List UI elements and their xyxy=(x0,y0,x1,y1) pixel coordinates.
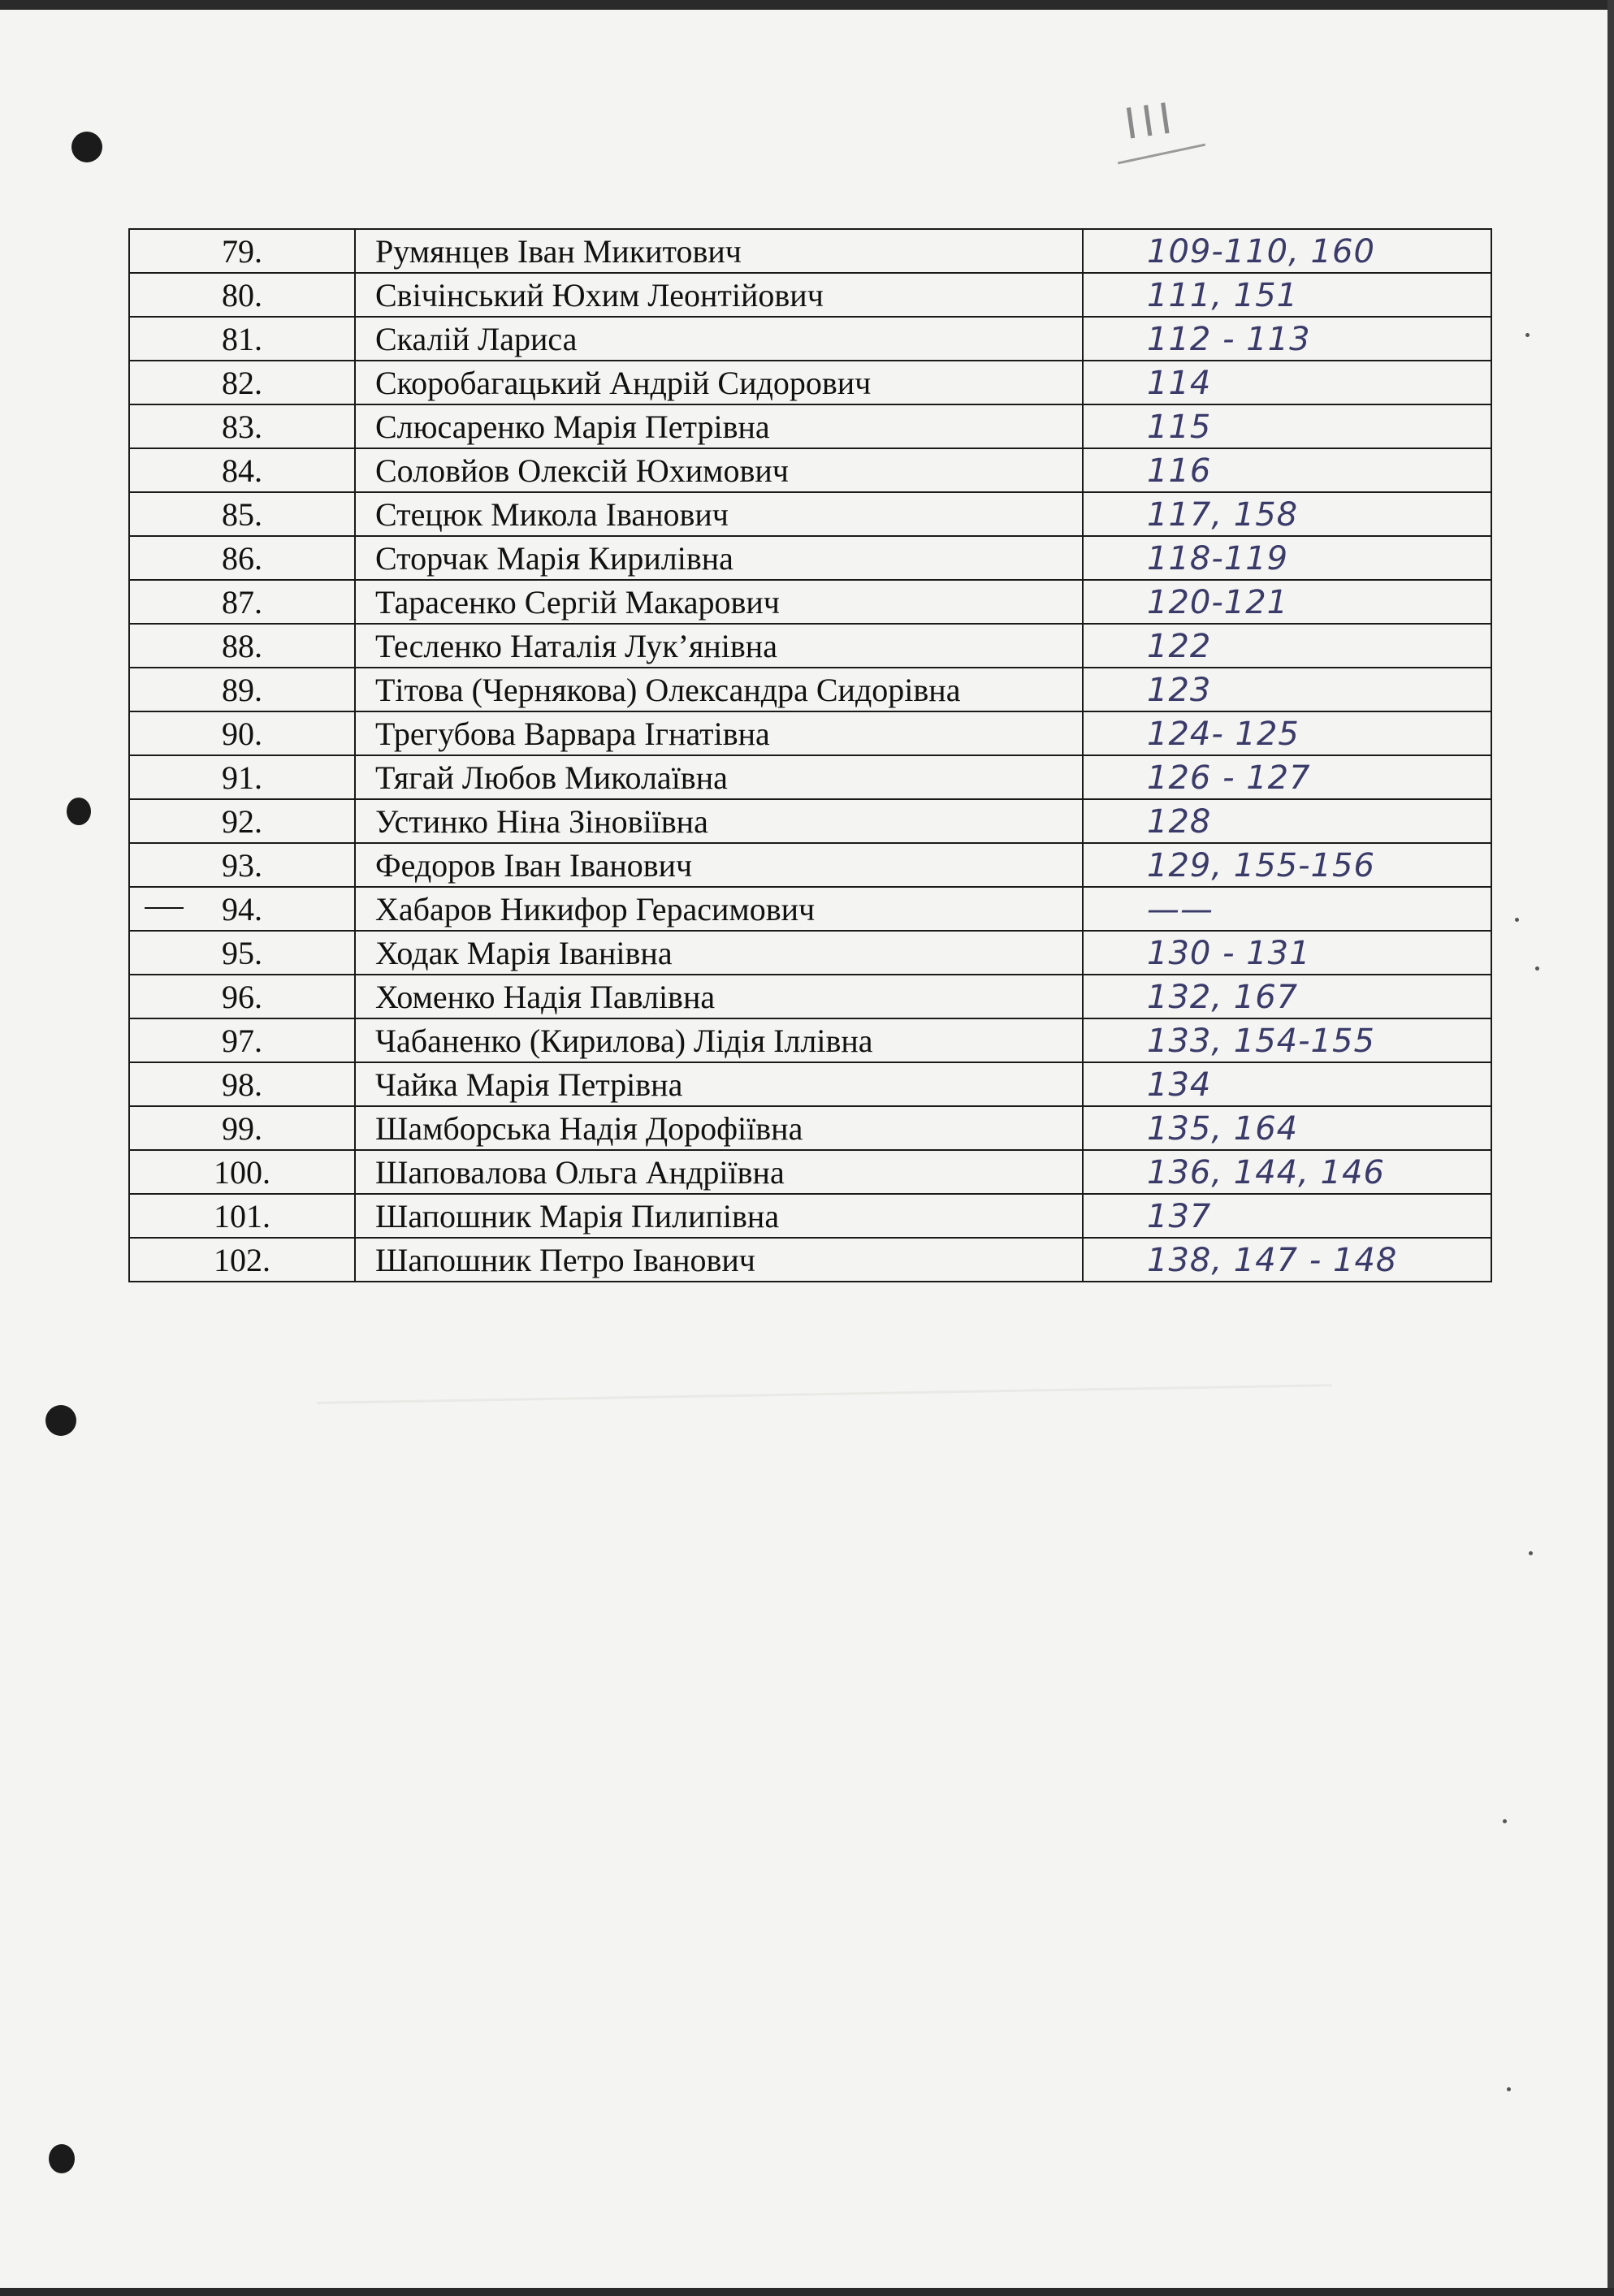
table-row xyxy=(129,668,1491,711)
table-row xyxy=(129,887,1491,931)
table-row xyxy=(129,317,1491,361)
person-name: Сторчак Марія Кирилівна xyxy=(355,536,1083,580)
scan-speck xyxy=(1529,1551,1533,1555)
row-number-cell xyxy=(129,975,355,1018)
row-number: 80. xyxy=(222,277,262,313)
table-row xyxy=(129,229,1491,273)
table-row xyxy=(129,580,1491,624)
person-name: Трегубова Варвара Ігнатівна xyxy=(355,711,1083,755)
scan-speck xyxy=(1503,1819,1507,1823)
person-name: Шапошник Петро Іванович xyxy=(355,1238,1083,1282)
register-table xyxy=(128,228,1492,1282)
person-name: Скалій Лариса xyxy=(355,317,1083,361)
row-number-cell xyxy=(129,843,355,887)
scan-edge-right xyxy=(1608,0,1614,2296)
person-name: Чабаненко (Кирилова) Лідія Іллівна xyxy=(355,1018,1083,1062)
row-number-cell xyxy=(129,624,355,668)
row-number-cell xyxy=(129,448,355,492)
person-name: Хоменко Надія Павлівна xyxy=(355,975,1083,1018)
row-number-cell xyxy=(129,1150,355,1194)
row-number: 92. xyxy=(222,803,262,840)
person-name: Тягай Любов Миколаївна xyxy=(355,755,1083,799)
handwritten-page-numbers: 129, 155-156 xyxy=(1083,843,1491,887)
row-number-cell xyxy=(129,492,355,536)
handwritten-page-numbers: 130 - 131 xyxy=(1083,931,1491,975)
handwritten-page-numbers: 133, 154-155 xyxy=(1083,1018,1491,1062)
row-number-cell xyxy=(129,536,355,580)
person-name: Чайка Марія Петрівна xyxy=(355,1062,1083,1106)
row-number-cell xyxy=(129,668,355,711)
row-number: 91. xyxy=(222,759,262,796)
handwritten-page-numbers: 116 xyxy=(1083,448,1491,492)
table-row xyxy=(129,273,1491,317)
row-number-cell xyxy=(129,887,355,931)
row-number-cell xyxy=(129,1106,355,1150)
table-row xyxy=(129,1194,1491,1238)
table-row xyxy=(129,404,1491,448)
person-name: Тесленко Наталія Лук’янівна xyxy=(355,624,1083,668)
table-row xyxy=(129,1238,1491,1282)
handwritten-page-numbers: 132, 167 xyxy=(1083,975,1491,1018)
person-name: Федоров Іван Іванович xyxy=(355,843,1083,887)
person-name: Тітова (Чернякова) Олександра Сидорівна xyxy=(355,668,1083,711)
scan-speck xyxy=(1507,2087,1511,2091)
handwritten-page-numbers: 138, 147 - 148 xyxy=(1083,1238,1491,1282)
table-row xyxy=(129,931,1491,975)
scan-edge-bottom xyxy=(0,2288,1614,2296)
row-number: 102. xyxy=(214,1242,270,1278)
row-number: 99. xyxy=(222,1110,262,1147)
person-name: Ходак Марія Іванівна xyxy=(355,931,1083,975)
table-row xyxy=(129,448,1491,492)
handwritten-page-numbers: 120-121 xyxy=(1083,580,1491,624)
scan-speck xyxy=(1515,918,1519,922)
table-row xyxy=(129,711,1491,755)
handwritten-page-numbers: 134 xyxy=(1083,1062,1491,1106)
row-number: 98. xyxy=(222,1066,262,1103)
scan-speck xyxy=(1535,966,1539,971)
archive-page-mark: III xyxy=(1121,93,1180,150)
handwritten-page-numbers: 111, 151 xyxy=(1083,273,1491,317)
row-number-cell xyxy=(129,229,355,273)
row-number: 82. xyxy=(222,365,262,401)
handwritten-page-numbers: 123 xyxy=(1083,668,1491,711)
handwritten-page-numbers: 118-119 xyxy=(1083,536,1491,580)
handwritten-page-numbers: 117, 158 xyxy=(1083,492,1491,536)
table-row xyxy=(129,536,1491,580)
table-row xyxy=(129,492,1491,536)
table-row xyxy=(129,1062,1491,1106)
row-number: 95. xyxy=(222,935,262,971)
handwritten-page-numbers: 135, 164 xyxy=(1083,1106,1491,1150)
table-row xyxy=(129,799,1491,843)
row-number-cell xyxy=(129,711,355,755)
register-table-body xyxy=(129,229,1491,1282)
row-number: 90. xyxy=(222,716,262,752)
punch-hole-icon xyxy=(71,132,102,162)
row-number: 87. xyxy=(222,584,262,620)
table-row xyxy=(129,843,1491,887)
handwritten-page-numbers: 128 xyxy=(1083,799,1491,843)
table-row xyxy=(129,755,1491,799)
handwritten-page-numbers: 122 xyxy=(1083,624,1491,668)
punch-hole-icon xyxy=(67,798,91,825)
row-number: 85. xyxy=(222,496,262,533)
row-number-cell xyxy=(129,317,355,361)
person-name: Тарасенко Сергій Макарович xyxy=(355,580,1083,624)
row-number: 83. xyxy=(222,409,262,445)
table-row xyxy=(129,1018,1491,1062)
table-row xyxy=(129,361,1491,404)
row-number-cell xyxy=(129,799,355,843)
punch-hole-icon xyxy=(49,2144,75,2173)
bleed-through-text xyxy=(317,1384,1332,1404)
row-number: 89. xyxy=(222,672,262,708)
row-number-cell xyxy=(129,755,355,799)
scan-edge-top xyxy=(0,0,1614,10)
person-name: Слюсаренко Марія Петрівна xyxy=(355,404,1083,448)
scan-speck xyxy=(1525,333,1530,337)
row-number: 96. xyxy=(222,979,262,1015)
row-number-cell xyxy=(129,404,355,448)
row-number: 84. xyxy=(222,452,262,489)
handwritten-page-numbers: 137 xyxy=(1083,1194,1491,1238)
row-number: 97. xyxy=(222,1023,262,1059)
person-name: Шаповалова Ольга Андріївна xyxy=(355,1150,1083,1194)
handwritten-page-numbers: 112 - 113 xyxy=(1083,317,1491,361)
handwritten-page-numbers: 126 - 127 xyxy=(1083,755,1491,799)
row-number: 100. xyxy=(214,1154,270,1191)
row-number: 79. xyxy=(222,233,262,270)
person-name: Хабаров Никифор Герасимович xyxy=(355,887,1083,931)
person-name: Соловйов Олексій Юхимович xyxy=(355,448,1083,492)
handwritten-page-numbers: 115 xyxy=(1083,404,1491,448)
row-number-cell xyxy=(129,1194,355,1238)
table-row xyxy=(129,1106,1491,1150)
handwritten-page-numbers: 124- 125 xyxy=(1083,711,1491,755)
row-number-cell xyxy=(129,580,355,624)
person-name: Шапошник Марія Пилипівна xyxy=(355,1194,1083,1238)
row-number-cell xyxy=(129,273,355,317)
row-number: 81. xyxy=(222,321,262,357)
handwritten-page-numbers: 136, 144, 146 xyxy=(1083,1150,1491,1194)
punch-hole-icon xyxy=(45,1405,76,1436)
row-number-cell xyxy=(129,1018,355,1062)
row-number-cell xyxy=(129,361,355,404)
person-name: Свічінський Юхим Леонтійович xyxy=(355,273,1083,317)
table-row xyxy=(129,1150,1491,1194)
row-number: 101. xyxy=(214,1198,270,1234)
margin-dash-mark xyxy=(145,907,184,909)
person-name: Устинко Ніна Зіновіївна xyxy=(355,799,1083,843)
person-name: Стецюк Микола Іванович xyxy=(355,492,1083,536)
person-name: Шамборська Надія Дорофіївна xyxy=(355,1106,1083,1150)
person-name: Скоробагацький Андрій Сидорович xyxy=(355,361,1083,404)
handwritten-page-numbers: —— xyxy=(1083,887,1491,931)
handwritten-page-numbers: 114 xyxy=(1083,361,1491,404)
row-number: 88. xyxy=(222,628,262,664)
row-number-cell xyxy=(129,931,355,975)
row-number-cell xyxy=(129,1238,355,1282)
row-number-cell xyxy=(129,1062,355,1106)
row-number: 86. xyxy=(222,540,262,577)
table-row xyxy=(129,975,1491,1018)
table-row xyxy=(129,624,1491,668)
row-number: 93. xyxy=(222,847,262,884)
handwritten-page-numbers: 109-110, 160 xyxy=(1083,229,1491,273)
person-name: Румянцев Іван Микитович xyxy=(355,229,1083,273)
row-number: 94. xyxy=(222,891,262,927)
